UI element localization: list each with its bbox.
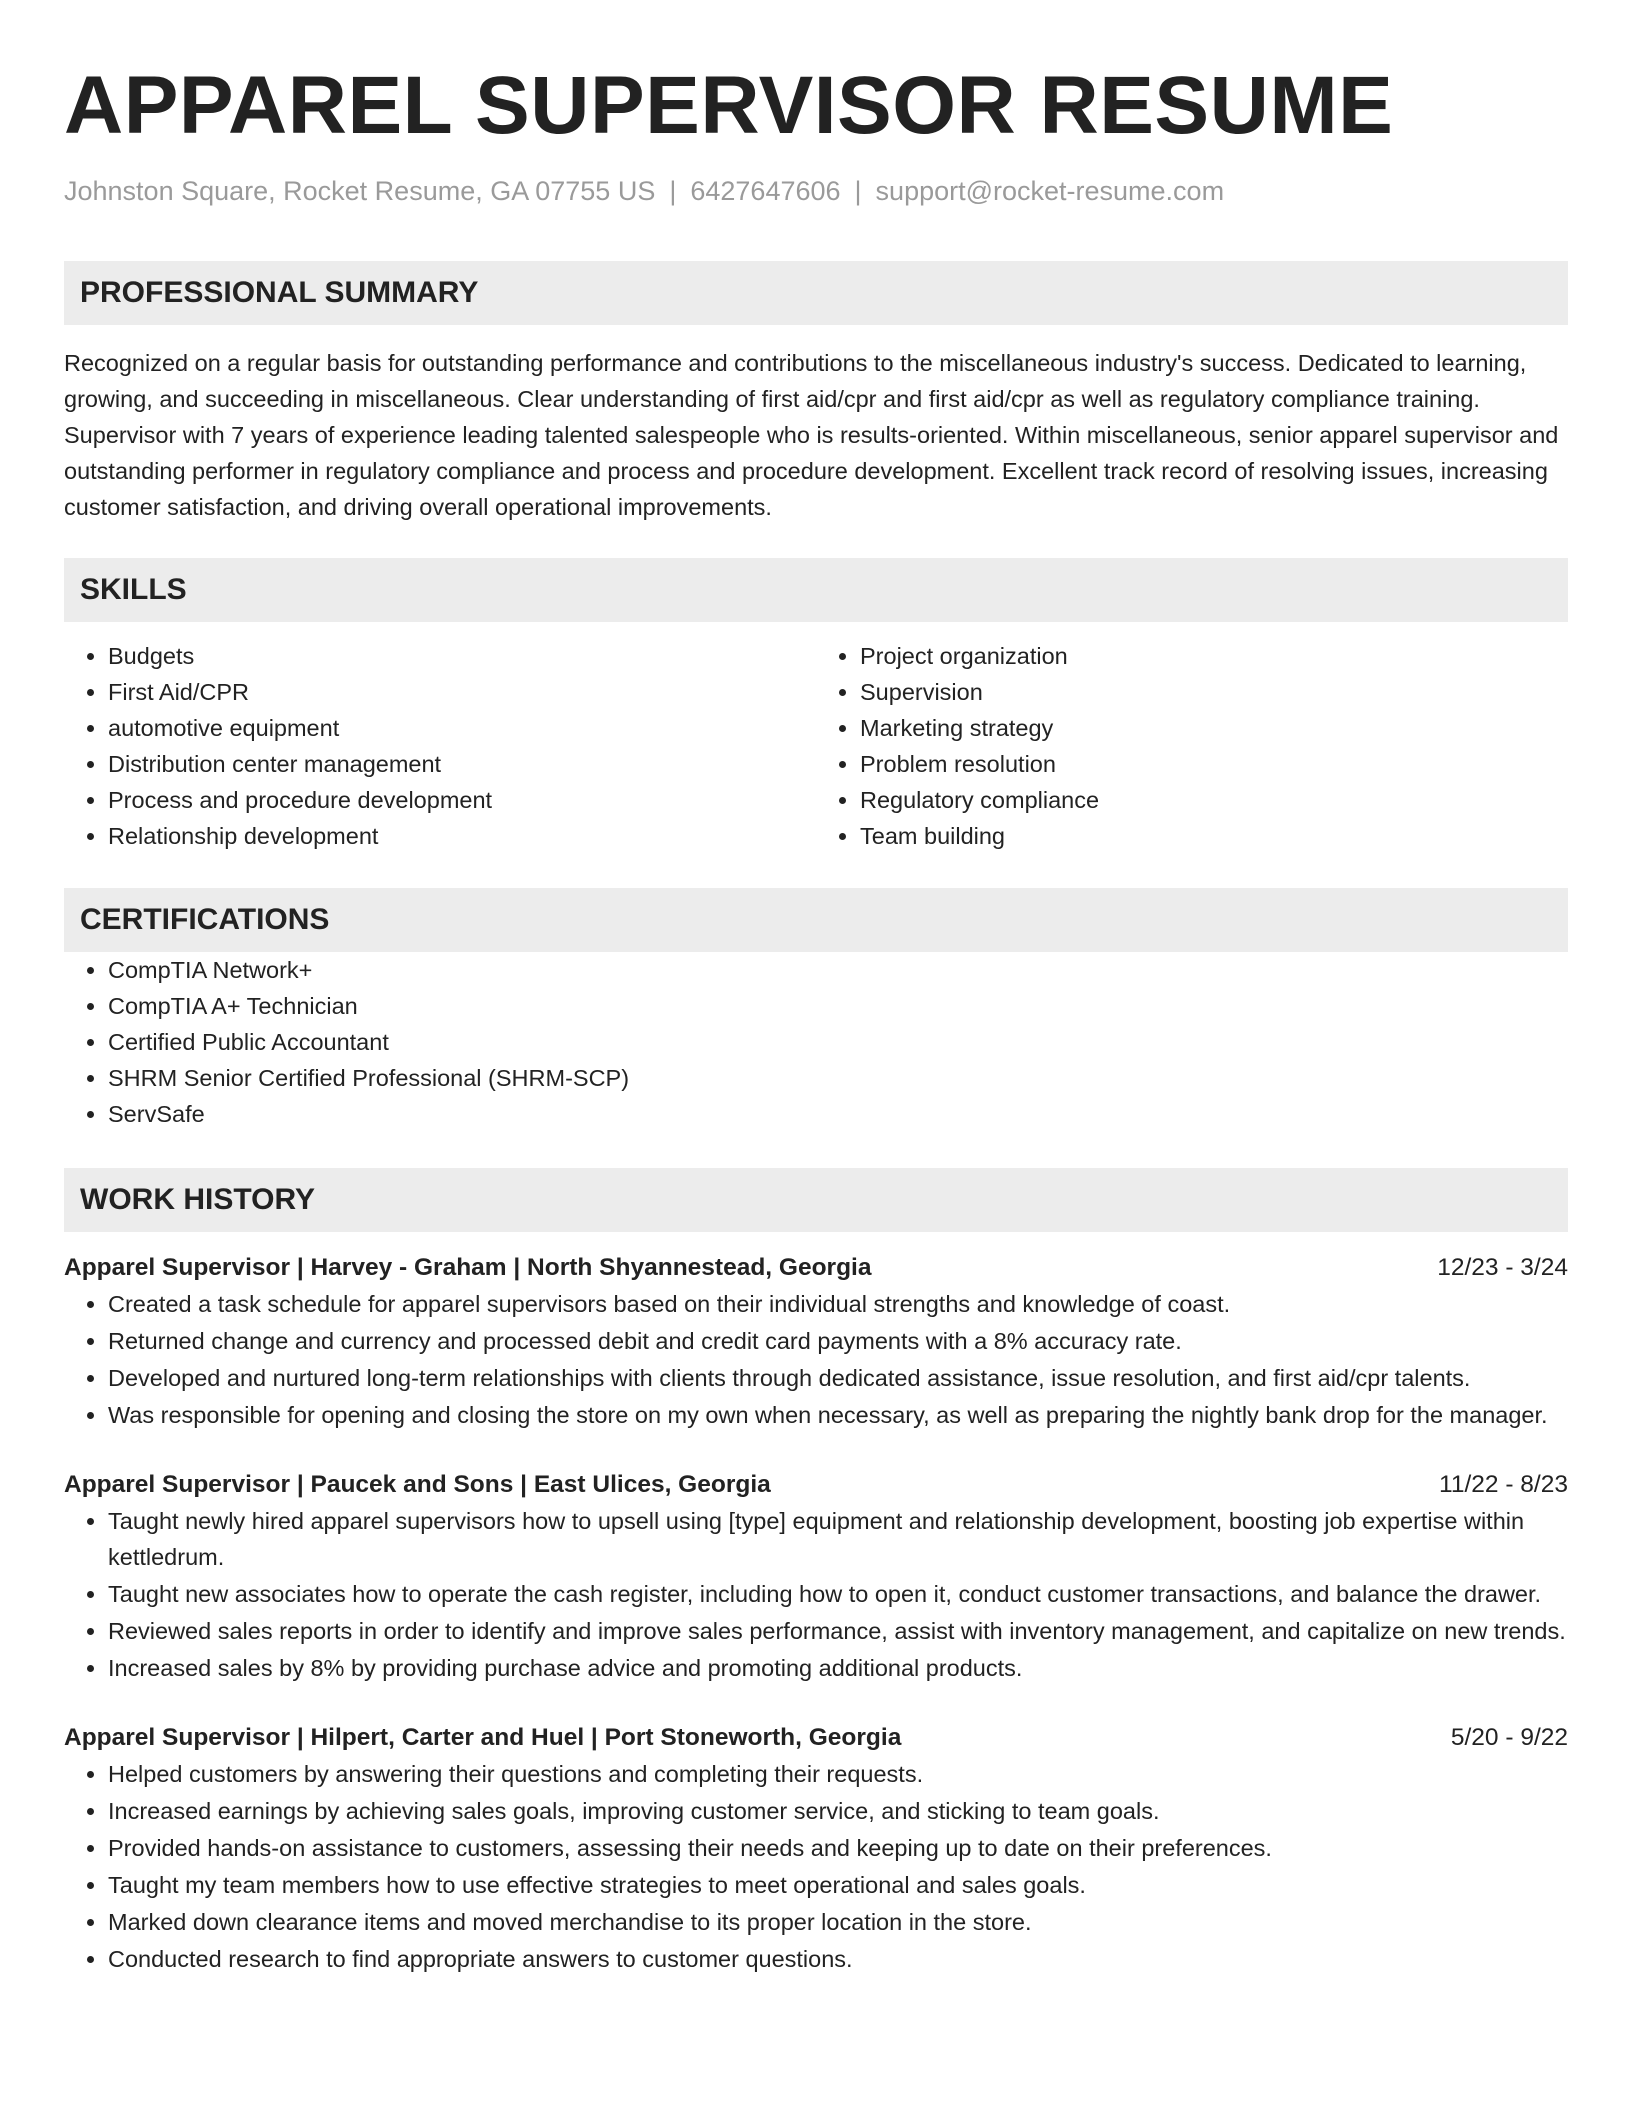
skills-heading: SKILLS xyxy=(64,558,1568,622)
certifications-list xyxy=(64,952,1568,1132)
work-history-heading: WORK HISTORY xyxy=(64,1168,1568,1232)
summary-text: Recognized on a regular basis for outstanding performance and contributions to the miscellaneous industry's success. Dedicated to learning, growing, and succeeding in miscellaneous. Clear understanding of first aid/cpr and first aid/cpr as well as regulatory compliance training. Supervisor with 7 years of experience leading talented salespeople who is results-oriented. Within miscellaneous, senior apparel supervisor and outstanding performer in regulatory compliance and process and procedure development. Excellent track record of resolving issues, increasing customer satisfaction, and driving overall operational improvements. xyxy=(64,350,1559,520)
contact-separator: | xyxy=(854,176,862,206)
summary-heading: PROFESSIONAL SUMMARY xyxy=(64,261,1568,325)
contact-line xyxy=(64,174,1568,208)
job-header xyxy=(64,1250,1568,1286)
job-bullet: • Marked down clearance items and moved merchandise to its proper location in the store. xyxy=(108,1904,1568,1940)
skill-item: • Distribution center management xyxy=(108,746,816,782)
skills-list-left xyxy=(64,638,816,854)
job-bullet: • Created a task schedule for apparel supervisors based on their individual strengths and knowledge of coast. xyxy=(108,1286,1568,1322)
job-bullet-list xyxy=(64,1503,1568,1686)
certification-item: • SHRM Senior Certified Professional (SHRM-SCP) xyxy=(108,1060,1568,1096)
job-dates: 5/20 - 9/22 xyxy=(1450,1724,1568,1751)
certifications-heading: CERTIFICATIONS xyxy=(64,888,1568,952)
skill-item: • Process and procedure development xyxy=(108,782,816,818)
job-bullet: • Increased sales by 8% by providing purchase advice and promoting additional products. xyxy=(108,1650,1568,1686)
contact-email: support@rocket-resume.com xyxy=(875,176,1225,206)
certification-item: • CompTIA Network+ xyxy=(108,952,1568,988)
job-bullet: • Taught new associates how to operate the cash register, including how to open it, conduct customer transactions, and balance the drawer. xyxy=(108,1576,1568,1612)
skill-item: • Project organization xyxy=(860,638,1568,674)
job-bullet: • Developed and nurtured long-term relationships with clients through dedicated assistance, issue resolution, and first aid/cpr talents. xyxy=(108,1360,1568,1396)
job-entry xyxy=(64,1720,1568,1977)
job-header xyxy=(64,1467,1568,1503)
job-dates: 11/22 - 8/23 xyxy=(1439,1471,1568,1498)
skill-item: • Marketing strategy xyxy=(860,710,1568,746)
job-bullet: • Helped customers by answering their questions and completing their requests. xyxy=(108,1756,1568,1792)
skills-column-left xyxy=(64,638,816,854)
job-bullet-list xyxy=(64,1286,1568,1433)
job-title: Apparel Supervisor | Paucek and Sons | East Ulices, Georgia xyxy=(64,1471,771,1498)
job-bullet: • Conducted research to find appropriate answers to customer questions. xyxy=(108,1941,1568,1977)
skill-item: • Supervision xyxy=(860,674,1568,710)
contact-phone: 6427647606 xyxy=(690,176,841,206)
skill-item: • First Aid/CPR xyxy=(108,674,816,710)
skills-grid xyxy=(64,638,1568,854)
skill-item: • Problem resolution xyxy=(860,746,1568,782)
skills-list-right xyxy=(816,638,1568,854)
job-bullet: • Taught newly hired apparel supervisors how to upsell using [type] equipment and relationship development, boosting job expertise within kettledrum. xyxy=(108,1503,1568,1575)
certification-item: • ServSafe xyxy=(108,1096,1568,1132)
skill-item: • Budgets xyxy=(108,638,816,674)
job-bullet: • Reviewed sales reports in order to identify and improve sales performance, assist with inventory management, and capitalize on new trends. xyxy=(108,1613,1568,1649)
skills-column-right xyxy=(816,638,1568,854)
job-bullet: • Provided hands-on assistance to customers, assessing their needs and keeping up to date on their preferences. xyxy=(108,1830,1568,1866)
contact-separator: | xyxy=(669,176,677,206)
certification-item: • CompTIA A+ Technician xyxy=(108,988,1568,1024)
job-bullet-list xyxy=(64,1756,1568,1977)
job-bullet: • Returned change and currency and processed debit and credit card payments with a 8% accuracy rate. xyxy=(108,1323,1568,1359)
job-entry xyxy=(64,1250,1568,1433)
job-title: Apparel Supervisor | Hilpert, Carter and Huel | Port Stoneworth, Georgia xyxy=(64,1724,902,1751)
job-header xyxy=(64,1720,1568,1756)
job-bullet: • Increased earnings by achieving sales goals, improving customer service, and sticking to team goals. xyxy=(108,1793,1568,1829)
resume-title: APPAREL SUPERVISOR RESUME xyxy=(64,60,1394,151)
job-bullet: • Was responsible for opening and closing the store on my own when necessary, as well as preparing the nightly bank drop for the manager. xyxy=(108,1397,1568,1433)
job-dates: 12/23 - 3/24 xyxy=(1437,1254,1568,1281)
skill-item: • Team building xyxy=(860,818,1568,854)
skill-item: • Regulatory compliance xyxy=(860,782,1568,818)
job-entry xyxy=(64,1467,1568,1686)
job-bullet: • Taught my team members how to use effective strategies to meet operational and sales goals. xyxy=(108,1867,1568,1903)
skill-item: • Relationship development xyxy=(108,818,816,854)
skill-item: • automotive equipment xyxy=(108,710,816,746)
certification-item: • Certified Public Accountant xyxy=(108,1024,1568,1060)
job-title: Apparel Supervisor | Harvey - Graham | North Shyannestead, Georgia xyxy=(64,1254,872,1281)
contact-address: Johnston Square, Rocket Resume, GA 07755 US xyxy=(64,176,656,206)
